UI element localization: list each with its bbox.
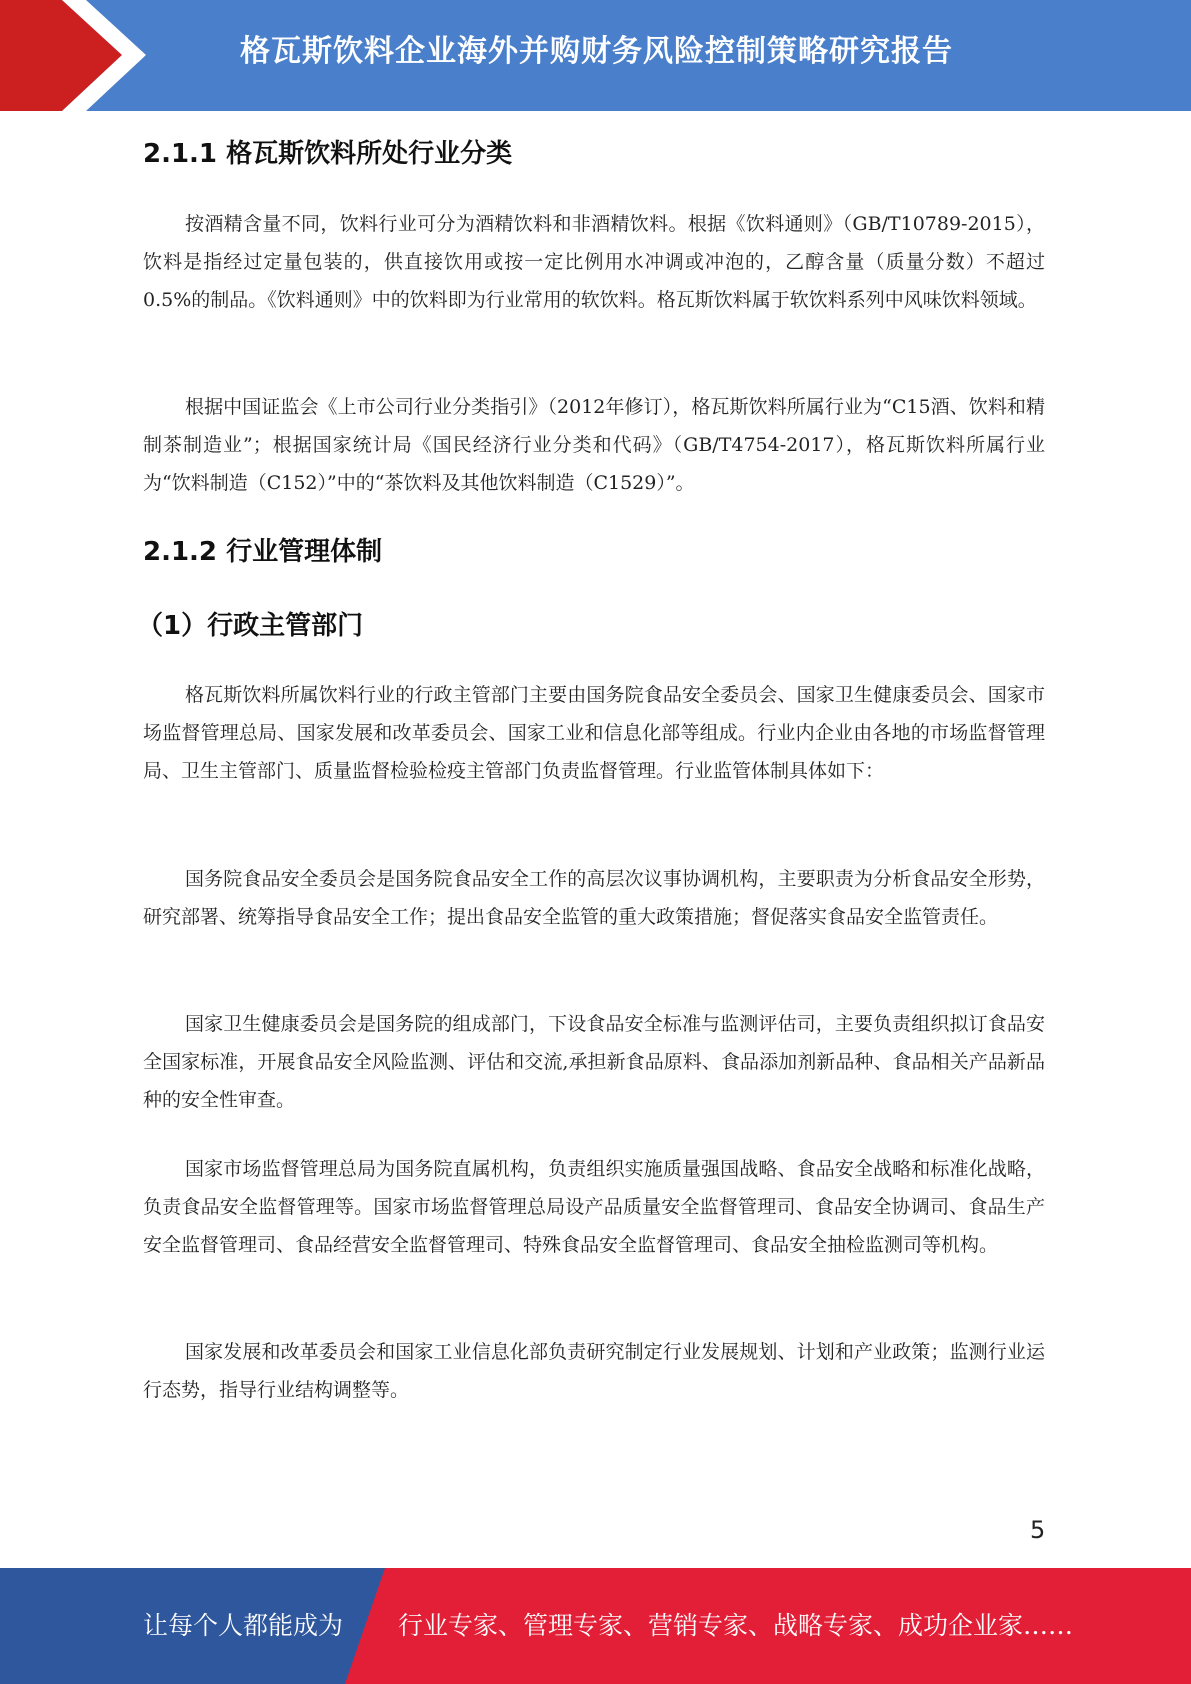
paragraph: 国家市场监督管理总局为国务院直属机构，负责组织实施质量强国战略、食品安全战略和标准化战略，负责食品安全监督管理等。国家市场监督管理总局设产品质量安全监督管理司、食品安全协调司、食品生产安全监督管理司、食品经营安全监督管理司、特殊食品安全监督管理司、食品安全抽检监测司等机构。 — [143, 1158, 1045, 1256]
paragraph: 国家发展和改革委员会和国家工业信息化部负责研究制定行业发展规划、计划和产业政策；监测行业运行态势，指导行业结构调整等。 — [143, 1341, 1045, 1401]
paragraph: 格瓦斯饮料所属饮料行业的行政主管部门主要由国务院食品安全委员会、国家卫生健康委员会、国家市场监督管理总局、国家发展和改革委员会、国家工业和信息化部等组成。行业内企业由各地的市场监督管理局、卫生主管部门、质量监督检验检疫主管部门负责监督管理。行业监管体制具体如下： — [143, 684, 1045, 782]
paragraph: 按酒精含量不同，饮料行业可分为酒精饮料和非酒精饮料。根据《饮料通则》（GB/T10789-2015），饮料是指经过定量包装的，供直接饮用或按一定比例用水冲调或冲泡的，乙醇含量（质量分数）不超过0.5%的制品。《饮料通则》中的饮料即为行业常用的软饮料。格瓦斯饮料属于软饮料系列中风味饮料领域。 — [143, 213, 1045, 311]
section-heading-2-1-1: 2.1.1 格瓦斯饮料所处行业分类 — [143, 139, 513, 169]
page-footer — [0, 1568, 1191, 1684]
section-heading-2-1-2: 2.1.2 行业管理体制 — [143, 537, 383, 567]
page-header — [0, 0, 1191, 111]
document-title: 格瓦斯饮料企业海外并购财务风险控制策略研究报告 — [240, 34, 953, 69]
paragraph: 根据中国证监会《上市公司行业分类指引》（2012年修订），格瓦斯饮料所属行业为“C15酒、饮料和精制茶制造业”；根据国家统计局《国民经济行业分类和代码》（GB/T4754-2017），格瓦斯饮料所属行业为“饮料制造（C152）”中的“茶饮料及其他饮料制造（C1529）”。 — [143, 396, 1045, 494]
footer-slogan-right: 行业专家、管理专家、营销专家、战略专家、成功企业家…… — [398, 1611, 1074, 1640]
paragraph: 国务院食品安全委员会是国务院食品安全工作的高层次议事协调机构，主要职责为分析食品安全形势，研究部署、统筹指导食品安全工作；提出食品安全监管的重大政策措施；督促落实食品安全监管责任。 — [143, 868, 1045, 928]
page-number: 5 — [1030, 1516, 1046, 1544]
header-arrow-decoration — [0, 0, 160, 111]
paragraph: 国家卫生健康委员会是国务院的组成部门，下设食品安全标准与监测评估司，主要负责组织拟订食品安全国家标准，开展食品安全风险监测、评估和交流,承担新食品原料、食品添加剂新品种、食品相关产品新品种的安全性审查。 — [143, 1013, 1045, 1111]
footer-slogan-left: 让每个人都能成为 — [143, 1611, 344, 1640]
subsection-heading: （1）行政主管部门 — [137, 611, 364, 641]
